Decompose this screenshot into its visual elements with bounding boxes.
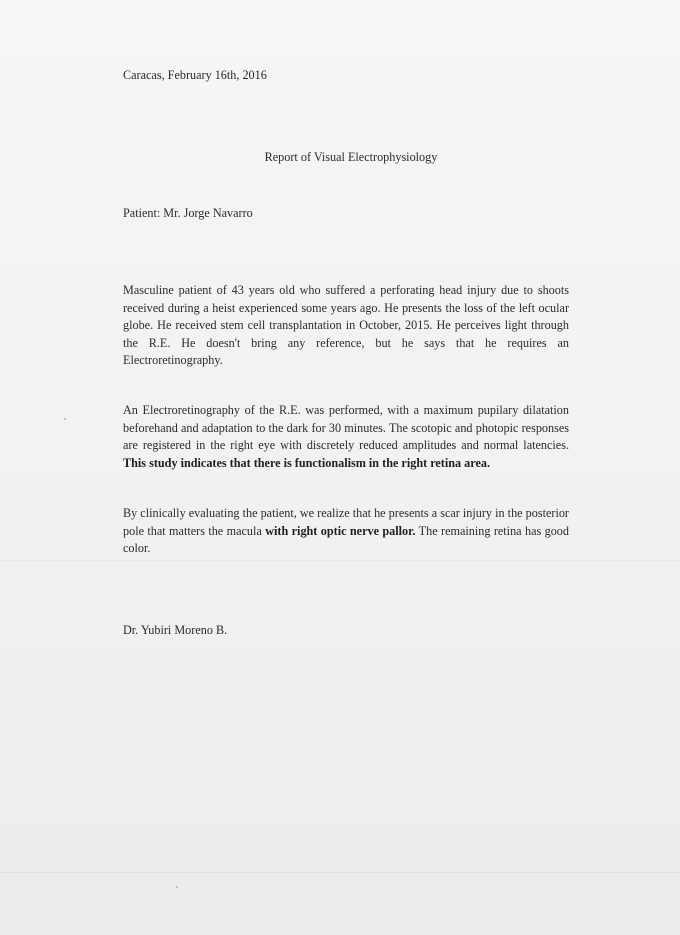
electroretinography-paragraph xyxy=(123,402,569,472)
paper-fold-line xyxy=(0,872,680,873)
date-line: Caracas, February 16th, 2016 xyxy=(123,68,267,82)
patient-line: Patient: Mr. Jorge Navarro xyxy=(123,206,253,220)
clinical-evaluation-paragraph xyxy=(123,505,569,558)
optic-nerve-finding-bold: with right optic nerve pallor. xyxy=(265,523,416,538)
evaluation-text-after: The remaining retina has good color. xyxy=(123,523,569,556)
history-paragraph: Masculine patient of 43 years old who suffered a perforating head injury due to shoots received during a heist experienced some years ago. He presents the loss of the left ocular globe. He received stem cell transplantation in October, 2015. He perceives light through the R.E. He doesn't bring any reference, but he says that he requires an Electroretinography. xyxy=(123,283,569,368)
paper-speck xyxy=(176,886,178,888)
erg-findings-text: An Electroretinography of the R.E. was performed, with a maximum pupilary dilatation beforehand and adaptation to the dark for 30 minutes. The scotopic and photopic responses are registered in the right eye with discretely reduced amplitudes and normal latencies. xyxy=(123,403,569,453)
erg-conclusion-bold: This study indicates that there is functionalism in the right retina area. xyxy=(123,455,490,470)
paper-crease xyxy=(0,560,680,561)
report-title: Report of Visual Electrophysiology xyxy=(264,150,438,164)
signature-line: Dr. Yubiri Moreno B. xyxy=(123,623,228,637)
paper-speck xyxy=(64,418,66,420)
evaluation-text-before: By clinically evaluating the patient, we realize that he presents a scar injury in the posterior pole that matters the macula xyxy=(123,506,569,538)
